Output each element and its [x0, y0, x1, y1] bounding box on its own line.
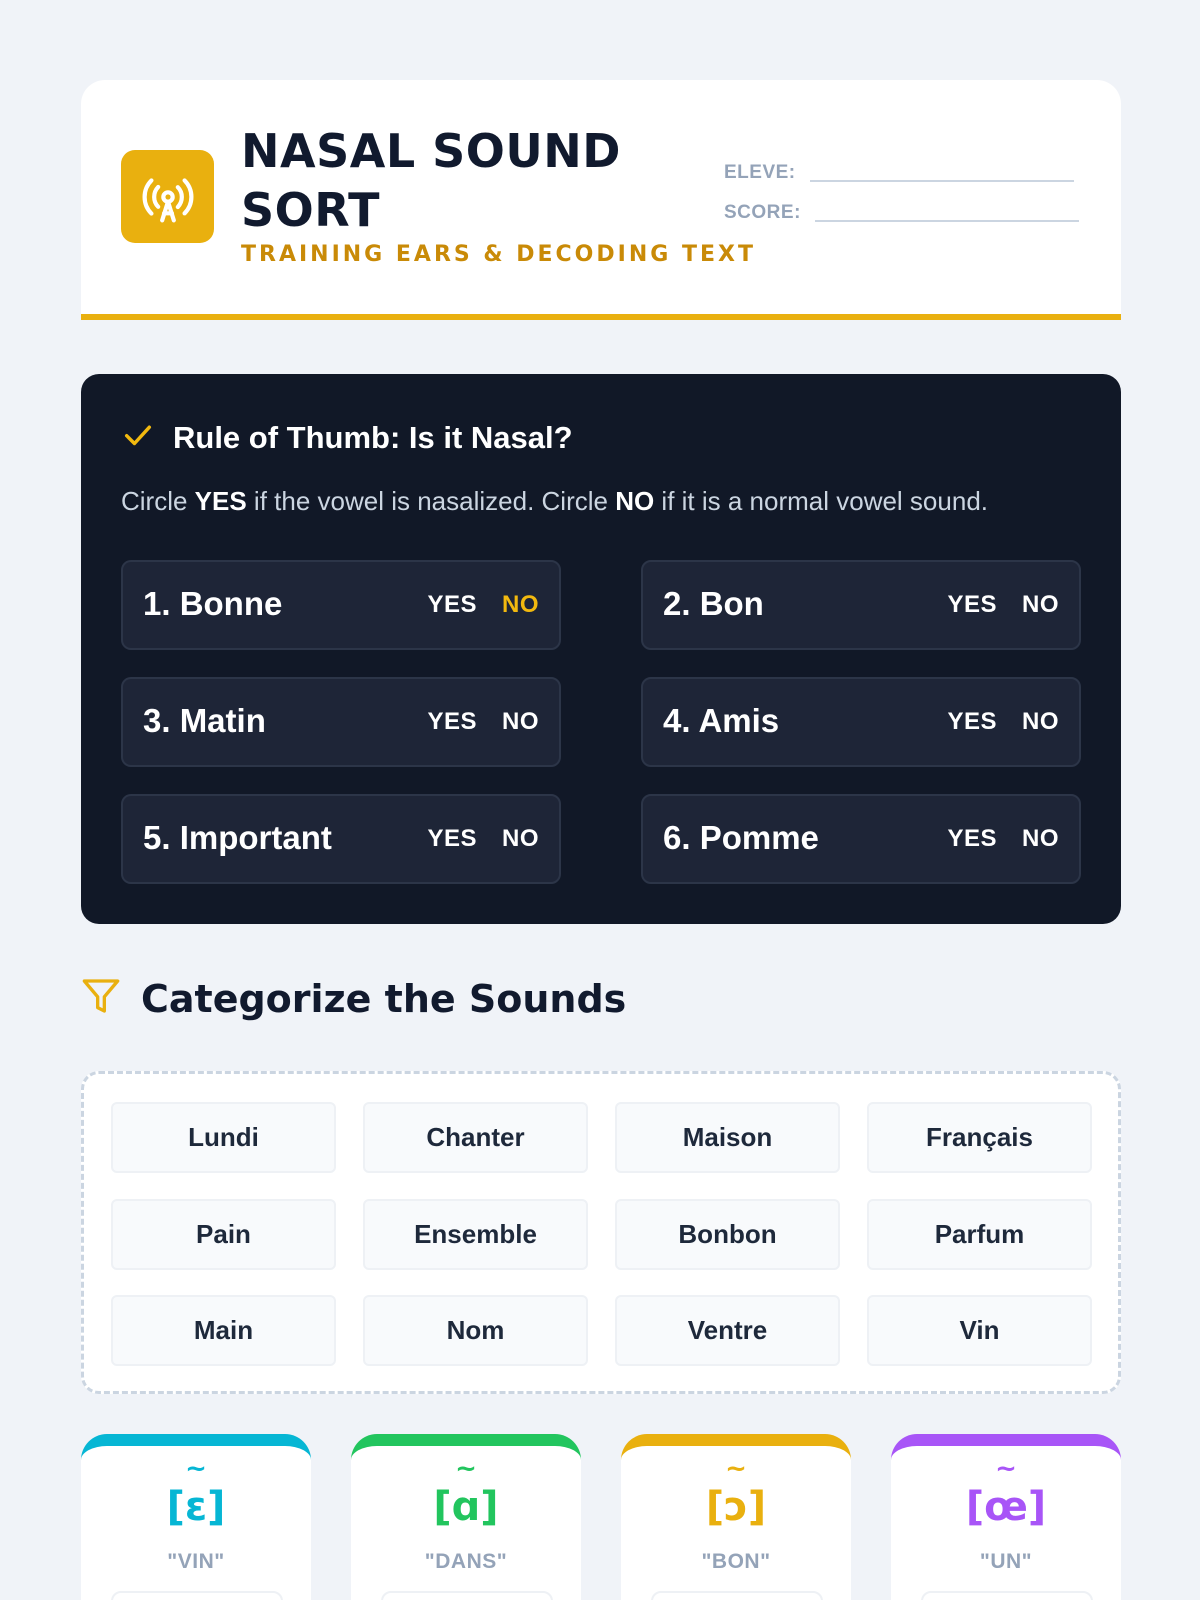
- question-word: 3. Matin: [143, 702, 266, 739]
- student-name-label: ELEVE:: [724, 162, 796, 183]
- no-option[interactable]: NO: [1022, 591, 1059, 618]
- question-card: [641, 560, 1081, 650]
- no-option[interactable]: NO: [502, 591, 539, 618]
- category-card-bon[interactable]: [621, 1434, 851, 1600]
- word-chip[interactable]: Maison: [615, 1102, 840, 1173]
- instruction-text: if it is a normal vowel sound.: [654, 486, 988, 516]
- rule-title: Rule of Thumb: Is it Nasal?: [173, 419, 573, 455]
- rule-heading: [121, 418, 573, 457]
- word-chip[interactable]: Parfum: [867, 1199, 1092, 1270]
- question-card: [641, 794, 1081, 884]
- phonetic-symbol: [ɔ]: [705, 1484, 767, 1530]
- word-chip[interactable]: Lundi: [111, 1102, 336, 1173]
- student-name-line[interactable]: [810, 180, 1074, 182]
- tilde-mark: ~: [995, 1454, 1017, 1484]
- question-card: [121, 677, 561, 767]
- section-title: Categorize the Sounds: [141, 976, 627, 1021]
- question-word: 5. Important: [143, 819, 332, 856]
- word-chip[interactable]: Bonbon: [615, 1199, 840, 1270]
- example-word: "UN": [979, 1550, 1033, 1573]
- drop-slot[interactable]: [381, 1591, 553, 1600]
- question-card: [641, 677, 1081, 767]
- tilde-mark: ~: [725, 1454, 747, 1484]
- no-option[interactable]: NO: [502, 825, 539, 852]
- yes-option[interactable]: YES: [427, 825, 477, 852]
- no-option[interactable]: NO: [1022, 708, 1059, 735]
- word-chip[interactable]: Ensemble: [363, 1199, 588, 1270]
- page-title: NASAL SOUND SORT: [241, 124, 621, 237]
- category-card-dans[interactable]: [351, 1434, 581, 1600]
- worksheet-header: [81, 80, 1121, 320]
- word-chip[interactable]: Pain: [111, 1199, 336, 1270]
- question-word: 1. Bonne: [143, 585, 283, 622]
- question-word: 6. Pomme: [663, 819, 819, 856]
- word-chip[interactable]: Vin: [867, 1295, 1092, 1366]
- question-word: 4. Amis: [663, 702, 780, 739]
- check-icon: [121, 418, 155, 457]
- score-label: SCORE:: [724, 202, 801, 223]
- score-field[interactable]: [724, 202, 1079, 224]
- rule-of-thumb-panel: [81, 374, 1121, 924]
- word-chip[interactable]: Ventre: [615, 1295, 840, 1366]
- rule-instructions: [121, 486, 988, 517]
- question-card: [121, 560, 561, 650]
- question-word: 2. Bon: [663, 585, 764, 622]
- phonetic-symbol: [ɑ]: [433, 1484, 499, 1530]
- instruction-text: if the vowel is nasalized. Circle: [246, 486, 616, 516]
- category-card-un[interactable]: [891, 1434, 1121, 1600]
- score-line[interactable]: [815, 220, 1079, 222]
- yes-option[interactable]: YES: [947, 591, 997, 618]
- yes-option[interactable]: YES: [947, 825, 997, 852]
- instruction-no: NO: [615, 486, 655, 516]
- categorize-heading: [81, 976, 626, 1021]
- example-word: "BON": [701, 1550, 771, 1573]
- yes-option[interactable]: YES: [947, 708, 997, 735]
- yes-option[interactable]: YES: [427, 591, 477, 618]
- example-word: "DANS": [424, 1550, 508, 1573]
- question-card: [121, 794, 561, 884]
- tilde-mark: ~: [185, 1454, 207, 1484]
- word-chip[interactable]: Français: [867, 1102, 1092, 1173]
- word-bank: [81, 1071, 1121, 1394]
- filter-icon: [81, 976, 121, 1021]
- phonetic-symbol: [ɛ]: [166, 1484, 226, 1530]
- drop-slot[interactable]: [651, 1591, 823, 1600]
- yes-option[interactable]: YES: [427, 708, 477, 735]
- no-option[interactable]: NO: [1022, 825, 1059, 852]
- tilde-mark: ~: [455, 1454, 477, 1484]
- word-chip[interactable]: Chanter: [363, 1102, 588, 1173]
- example-word: "VIN": [167, 1550, 225, 1573]
- word-chip[interactable]: Main: [111, 1295, 336, 1366]
- instruction-text: Circle: [121, 486, 195, 516]
- drop-slot[interactable]: [921, 1591, 1093, 1600]
- no-option[interactable]: NO: [502, 708, 539, 735]
- page-subtitle: TRAINING EARS & DECODING TEXT: [241, 242, 756, 267]
- instruction-yes: YES: [194, 486, 247, 516]
- student-name-field[interactable]: [724, 162, 1074, 184]
- drop-slot[interactable]: [111, 1591, 283, 1600]
- phonetic-symbol: [œ]: [965, 1484, 1047, 1530]
- category-card-vin[interactable]: [81, 1434, 311, 1600]
- radio-tower-icon: [121, 150, 214, 243]
- word-chip[interactable]: Nom: [363, 1295, 588, 1366]
